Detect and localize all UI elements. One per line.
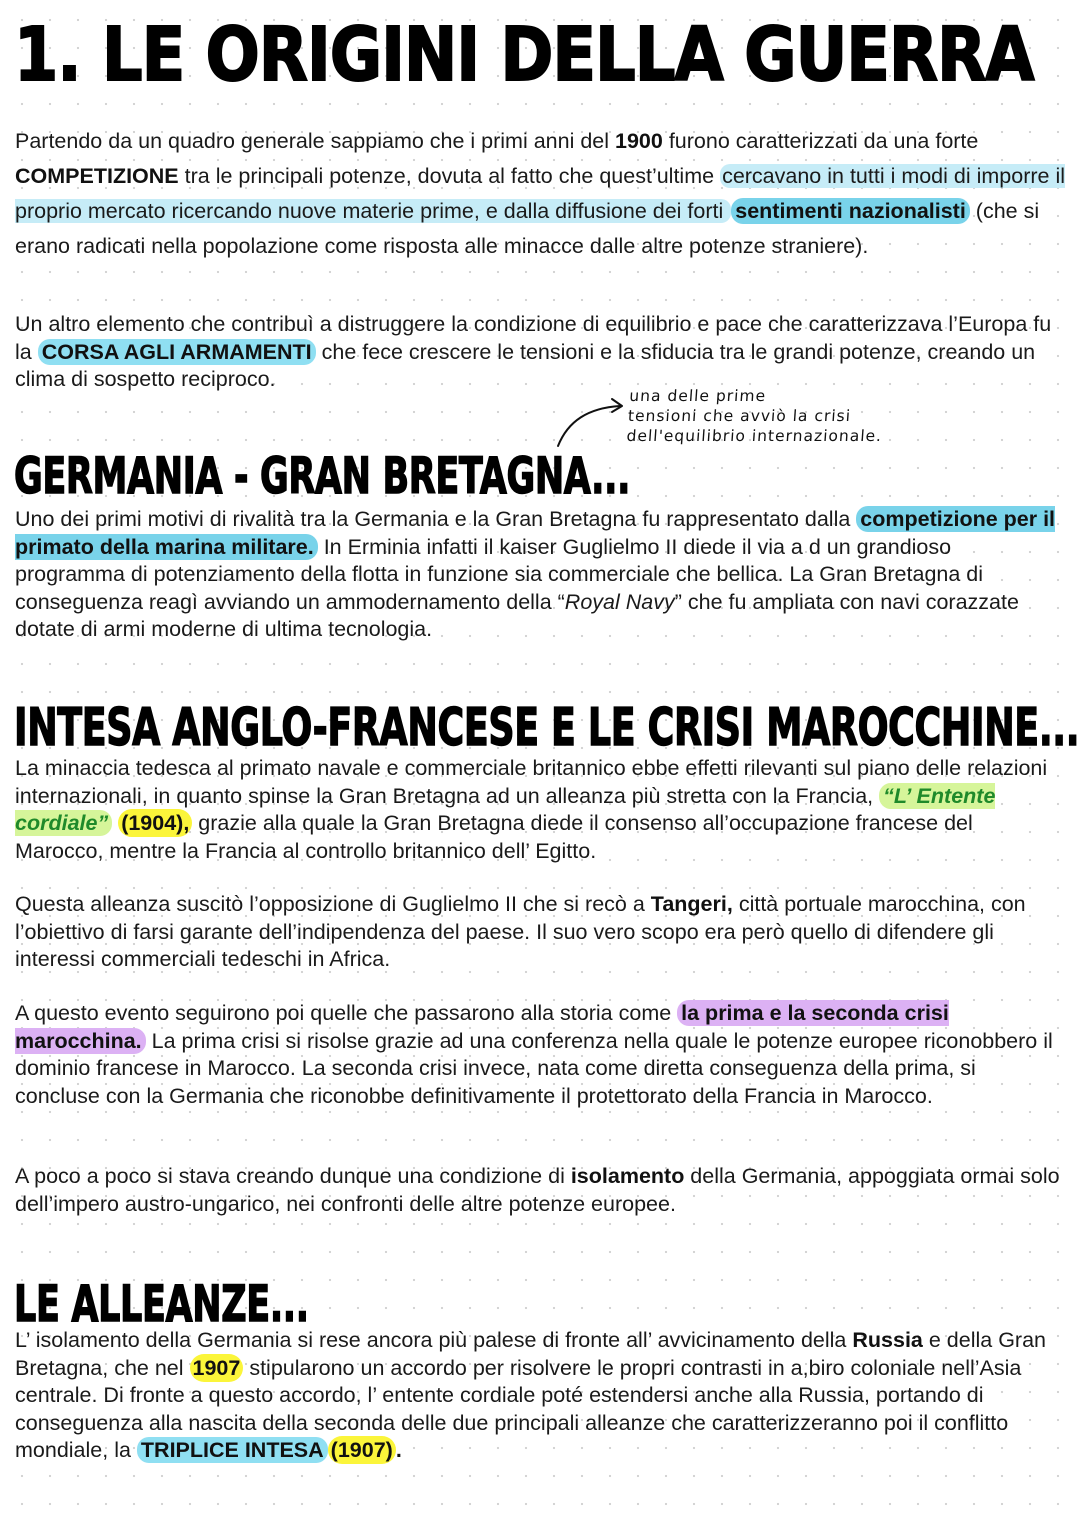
alleanze-paragraph [15,1327,1065,1465]
text: In Erminia infatti il kaiser Guglielmo II diede il via a d un grandioso programma di potenziamento della flotta in funzione sia commerciale che bellica. La Gran Bretagna di conseguenza reagì avviando un ammodernamento della “ [15,534,984,614]
text: L’ isolamento della Germania si rese ancora più palese di fronte all’ avvicinamento della [15,1328,853,1352]
highlight-crisi-marocchine: la prima e la seconda crisi marocchina. [15,1001,949,1053]
keyword-tangeri: Tangeri, [650,892,733,916]
intesa-paragraph-2 [15,891,1065,974]
text: furono caratterizzati da una forte [662,129,979,153]
highlight-sentimenti-nazionalisti: sentimenti nazionalisti [731,198,970,224]
text: Partendo da un quadro generale sappiamo che i primi anni del [15,129,616,153]
text: A questo evento seguirono poi quelle che passarono alla storia come [15,1001,678,1025]
intro-paragraph [15,124,1065,264]
highlight-mercato: cercavano in tutti i modi di imporre il proprio mercato ricercando nuove materie prime, e dalla diffusione dei forti [15,164,1066,223]
keyword-russia: Russia [852,1328,923,1352]
text: La minaccia tedesca al primato navale e commerciale britannico ebbe effetti rilevanti sul piano delle relazioni internazionali, in quanto spinse la Gran Bretagna ad un alleanza più stretta con la Francia, [15,756,1048,808]
text: città portuale marocchina, con l’obiettivo di farsi garante dell’indipendenza del paese. Il suo vero scopo era però quello di difendere gli interessi commerciali tedeschi in Africa. [15,892,1026,971]
text: stipularono un accordo per risolvere le propri contrasti in a,biro coloniale nell’Asia centrale. Di fronte a questo accordo, l’ entente cordiale poté estendersi anche alla Russia, portando di conseguenza alla nascita della seconda delle due principali alleanze che caratterizzeranno poi il conflitto mondiale, la [15,1355,1022,1462]
section-heading-alleanze: LE ALLEANZE... [14,1275,309,1333]
armamenti-paragraph [15,311,1065,394]
text: Un altro elemento che contribuì a distruggere la condizione di equilibrio e pace che caratterizzava l’Europa fu la [15,312,1052,364]
section-heading-germania: GERMANIA - GRAN BRETAGNA... [14,447,631,505]
highlight-triplice-intesa: TRIPLICE INTESA [137,1437,328,1463]
section-heading-intesa: INTESA ANGLO-FRANCESE E LE CRISI MAROCCHINE... [14,698,1080,758]
text: che fece crescere le tensioni e la sfiducia tra le grandi potenze, creando un clima di sospetto reciproco. [15,339,1036,391]
text: Uno dei primi motivi di rivalità tra la Germania e la Gran Bretagna fu rappresentato dalla [15,507,857,531]
intesa-paragraph-1 [15,755,1065,865]
intesa-paragraph-4 [15,1163,1065,1218]
keyword-isolamento: isolamento [570,1164,685,1188]
highlight-year-1907: 1907 [190,1354,244,1382]
intesa-paragraph-3 [15,1000,1065,1110]
highlight-year-1907-b: (1907) [328,1436,396,1464]
royal-navy: Royal Navy [564,589,675,614]
germania-paragraph [15,506,1065,644]
text: A poco a poco si stava creando dunque una condizione di [15,1164,571,1188]
text: tra le principali potenze, dovuta al fatto che quest’ultime [178,164,721,188]
text: grazie alla quale la Gran Bretagna diede il consenso all’occupazione francese del Marocco, mentre la Francia al controllo britannico dell’ Egitto. [15,811,973,863]
text: La prima crisi si risolse grazie ad una conferenza nella quale le potenze europee riconobbero il dominio francese in Marocco. La seconda crisi invece, nata come diretta conseguenza della prima, si concluse con la Germania che riconobbe definitivamente il protettorato della Francia in Marocco. [15,1028,1053,1108]
text: della Germania, appoggiata ormai solo dell’impero austro-ungarico, nei confronti delle altre potenze europee. [15,1164,1060,1216]
highlight-year-1904: (1904), [118,809,192,837]
text: Questa alleanza suscitò l’opposizione di Guglielmo II che si recò a [15,892,651,916]
highlight-corsa-armamenti: CORSA AGLI ARMAMENTI [38,339,316,365]
text: e della Gran Bretagna, che nel [15,1328,1046,1380]
text: (che si erano radicati nella popolazione come risposta alle minacce dalle altre potenze straniere). [15,199,1040,258]
highlight-entente-cordiale: “L’ Entente cordiale” [15,783,996,835]
year-1900: 1900 [615,129,663,153]
annotation-text: una delle prime tensioni che avviò la crisi dell'equilibrio internazionale. [625,387,883,445]
text: . [395,1438,402,1462]
keyword-competizione: COMPETIZIONE [15,164,179,188]
page-title: 1. LE ORIGINI DELLA GUERRA [14,12,1034,98]
highlight-marina-militare: competizione per il primato della marina militare. [15,507,1056,559]
text: ” che fu ampliata con navi corazzate dotate di armi moderne di ultima tecnologia. [15,589,1019,641]
